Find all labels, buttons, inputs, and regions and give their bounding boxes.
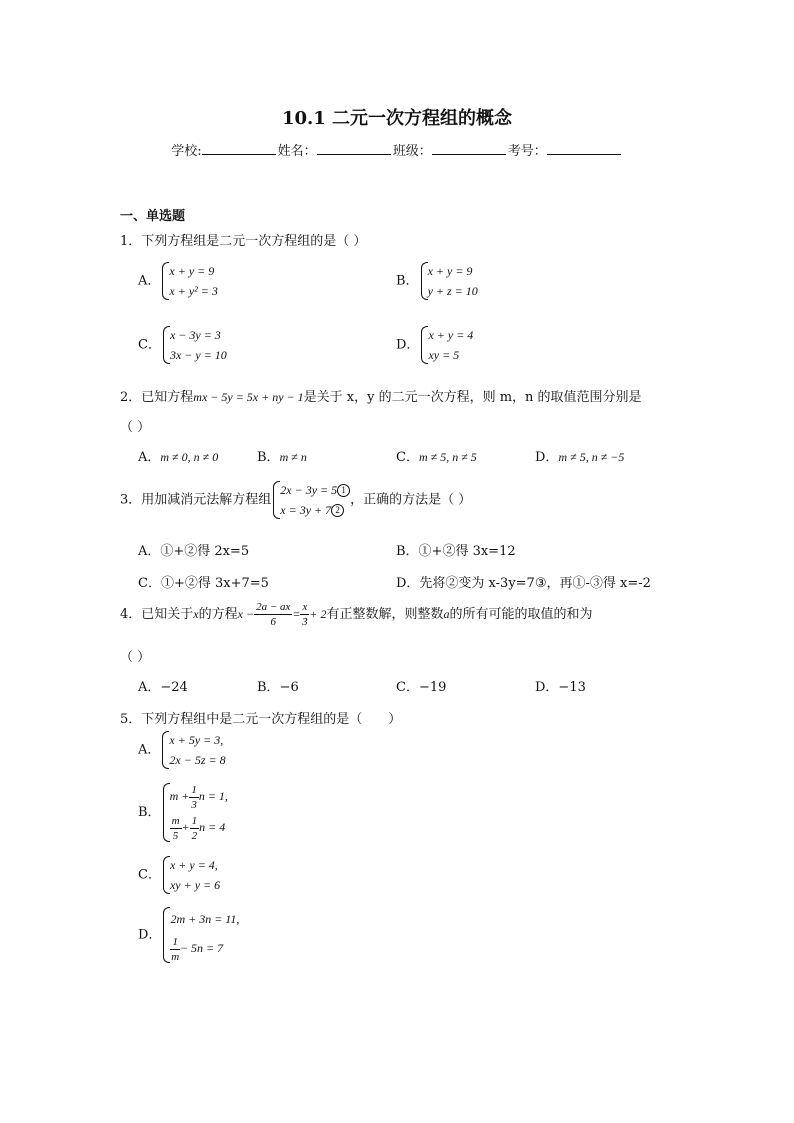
q5-option-a [138,730,226,770]
q4-option-b: B．−6 [257,680,299,695]
equation-line: x + y = 4, [169,858,218,872]
question-text: ，正确的方法是（ ） [350,492,472,508]
q5-option-d [138,906,239,964]
equation-text: − 5n = 7 [179,941,224,955]
equation-line: x + y² = 3 [169,284,218,298]
q3-option-b: B．①+②得 3x=12 [396,544,516,559]
question-text: 2．已知方程 [120,390,194,405]
name-blank [317,142,391,155]
q2-option-b [257,446,307,465]
option-value: m ≠ n [279,450,307,464]
equation-line [170,932,239,964]
name-label: 姓名： [277,144,317,159]
equation-line: 2m + 3n = 11, [170,912,240,926]
equation-text: n = 1, [198,789,228,803]
equation-line: x + y = 9 [427,264,473,278]
question-text: 是关于 x，y 的二元一次方程，则 m，n 的取值范围分别是 [303,390,642,405]
equation: mx − 5y = 5x + ny − 1 [193,390,304,404]
circled-number: 2 [331,504,344,517]
option-label: B． [396,273,419,289]
equation-system [161,325,227,365]
option-label: B． [138,804,161,820]
equation: + 2 [309,607,327,621]
fraction [190,814,200,843]
numerator: m [171,814,180,827]
fraction [170,814,182,843]
equation-system [419,325,473,365]
q2-option-d [535,446,624,465]
variable: x [193,607,199,621]
class-label: 班级： [392,144,432,159]
equation-line: x + y = 4 [428,328,474,342]
equation-line: xy = 5 [428,348,460,362]
equation-line: x − 3y = 3 [169,328,221,342]
equation-line: x + y = 9 [169,264,215,278]
numerator: 1 [191,814,198,827]
equation-system [161,782,228,843]
equation-system [160,730,225,770]
denominator: 2 [191,829,198,842]
variable: a [443,607,450,621]
denominator: 5 [172,829,179,842]
equation-line [170,782,228,812]
question-text: 的方程 [198,607,238,622]
q3-option-a: A．①+②得 2x=5 [138,544,250,559]
equation-line: 3x − y = 10 [169,348,227,362]
q1-option-a [138,261,218,301]
exam-no-label: 考号： [507,144,547,159]
question-2-paren: （ ） [120,420,151,435]
section-heading: 一、单选题 [120,209,186,224]
student-info [0,140,794,159]
equation-system [161,855,220,895]
school-blank [202,142,276,155]
numerator: 1 [172,935,178,948]
option-label: A． [138,273,161,289]
fraction [170,935,180,964]
exam-no-blank [547,142,621,155]
q4-option-a: A．−24 [138,680,188,695]
question-5-text: 5．下列方程组中是二元一次方程组的是（ ） [120,712,402,727]
numerator: 1 [191,783,197,796]
q5-option-c [138,855,220,895]
question-4-paren: （ ） [120,650,151,665]
question-text: 有正整数解，则整数 [326,607,444,622]
equation-system [271,480,350,520]
q1-option-c [138,325,227,365]
option-label: A． [138,450,161,465]
q2-option-c [396,446,477,465]
question-text: 4．已知关于 [120,607,194,622]
circled-number: 1 [337,484,350,497]
option-label: C． [138,337,161,353]
option-label: A． [138,742,161,758]
question-text: 3．用加减消元法解方程组 [120,492,272,508]
question-1-text: 1．下列方程组是二元一次方程组的是（ ） [120,234,367,249]
option-label: D． [535,450,559,465]
option-value: m ≠ 5, n ≠ −5 [558,450,625,464]
equation-line [170,812,228,843]
equation-line: y + z = 10 [427,284,478,298]
option-label: B． [257,450,280,465]
equation-text: n = 4 [199,819,226,834]
equation-line: x + 5y = 3, [169,733,224,747]
q1-option-d [396,325,473,365]
equation-system [160,261,217,301]
denominator: 6 [270,616,276,628]
equation: = [292,607,301,621]
question-4-text [120,600,593,629]
q5-option-b [138,782,228,843]
q2-option-a [138,446,218,465]
fraction [189,783,199,812]
q4-option-c: C．−19 [396,680,447,695]
numerator: 2a − ax [256,601,291,613]
fraction [254,600,292,629]
option-label: C． [138,867,161,883]
option-value: m ≠ 0, n ≠ 0 [160,450,219,464]
numerator: x [302,601,308,613]
equation-line: 2x − 5z = 8 [169,753,226,767]
option-label: D． [138,927,162,943]
equation: x − [237,607,255,621]
q1-option-b [396,261,478,301]
equation-line [280,500,350,520]
denominator: 3 [191,798,197,811]
school-label: 学校: [171,144,202,159]
page-title: 10.1 二元一次方程组的概念 [281,108,513,129]
equation-system [419,261,478,301]
equation-text: 2x − 3y = 5 [280,483,338,497]
option-value: m ≠ 5, n ≠ 5 [418,450,477,464]
q3-option-c: C．①+②得 3x+7=5 [138,576,269,591]
class-blank [432,142,506,155]
q3-option-d: D．先将②变为 x-3y=7③，再①-③得 x=-2 [396,576,651,591]
option-label: C． [396,450,419,465]
equation-system [161,906,239,964]
equation-text: x = 3y + 7 [280,503,332,517]
equation-line: xy + y = 6 [169,878,221,892]
equation-text: m + [169,789,190,803]
equation-text: + [181,819,190,834]
option-label: D． [396,337,420,353]
question-2-text [120,386,642,405]
question-3-text [120,480,471,520]
q4-option-d: D．−13 [535,680,586,695]
equation-line [280,480,350,500]
denominator: m [171,950,180,963]
denominator: 3 [302,616,308,628]
question-text: 的所有可能的取值的和为 [449,607,593,622]
